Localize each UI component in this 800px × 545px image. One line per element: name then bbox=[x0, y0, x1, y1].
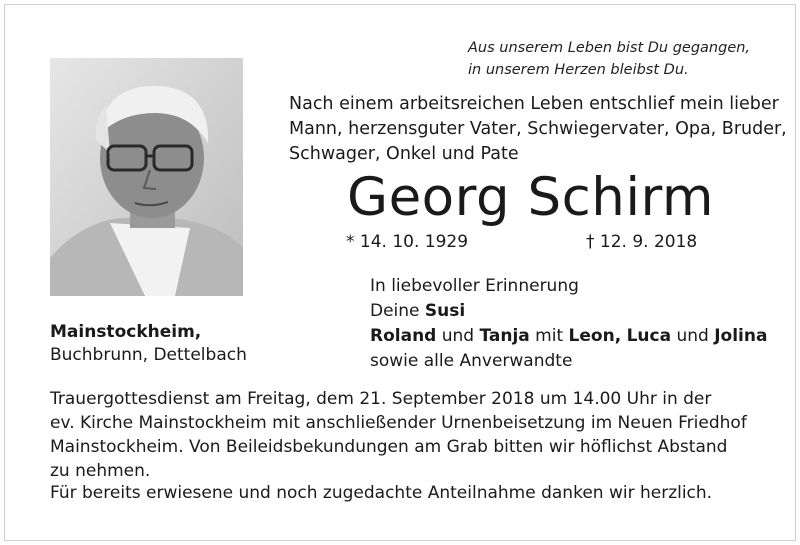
intro-text bbox=[289, 92, 787, 167]
portrait-photo bbox=[50, 58, 243, 296]
death-date: † 12. 9. 2018 bbox=[586, 232, 698, 252]
portrait-illustration bbox=[50, 58, 243, 296]
connector-und-2: und bbox=[671, 326, 715, 346]
motto bbox=[468, 37, 750, 81]
mourners-line-2 bbox=[370, 324, 767, 349]
mourners-block bbox=[370, 274, 767, 374]
relatives-line: sowie alle Anverwandte bbox=[370, 351, 573, 371]
motto-line-1: Aus unserem Leben bist Du gegangen, bbox=[468, 40, 751, 56]
grandchild-2-name: Luca bbox=[626, 326, 672, 346]
wife-name: Susi bbox=[424, 301, 466, 321]
mourners-line-1 bbox=[370, 299, 767, 324]
grandchild-1-name: Leon, bbox=[568, 326, 622, 346]
intro-line-1: Nach einem arbeitsreichen Leben entschlief mein lieber bbox=[289, 94, 779, 114]
intro-line-2: Mann, herzensguter Vater, Schwiegervater, Opa, Bruder, bbox=[289, 119, 787, 139]
son-name: Roland bbox=[370, 326, 437, 346]
connector-und: und bbox=[436, 326, 480, 346]
motto-line-2: in unserem Herzen bleibst Du. bbox=[468, 62, 689, 78]
daughter-in-law-name: Tanja bbox=[479, 326, 530, 346]
deine-prefix: Deine bbox=[370, 301, 425, 321]
place-others: Buchbrunn, Dettelbach bbox=[50, 345, 247, 365]
grandchild-3-name: Jolina bbox=[714, 326, 768, 346]
deceased-name: Georg Schirm bbox=[347, 167, 715, 228]
service-line-3: Mainstockheim. Von Beileidsbekundungen am Grab bitten wir höflichst Abstand bbox=[50, 437, 728, 457]
service-line-1: Trauergottesdienst am Freitag, dem 21. September 2018 um 14.00 Uhr in der bbox=[50, 389, 712, 409]
intro-line-3: Schwager, Onkel und Pate bbox=[289, 144, 519, 164]
service-line-4: zu nehmen. bbox=[50, 461, 151, 481]
connector-mit: mit bbox=[529, 326, 569, 346]
service-announcement bbox=[50, 387, 770, 483]
memory-heading: In liebevoller Erinnerung bbox=[370, 276, 579, 296]
place-block bbox=[50, 321, 247, 367]
thanks-line: Für bereits erwiesene und noch zugedachte Anteilnahme danken wir herzlich. bbox=[50, 483, 713, 503]
place-main: Mainstockheim, bbox=[50, 322, 202, 342]
birth-date: * 14. 10. 1929 bbox=[346, 232, 469, 252]
service-line-2: ev. Kirche Mainstockheim mit anschließender Urnenbeisetzung im Neuen Friedhof bbox=[50, 413, 747, 433]
